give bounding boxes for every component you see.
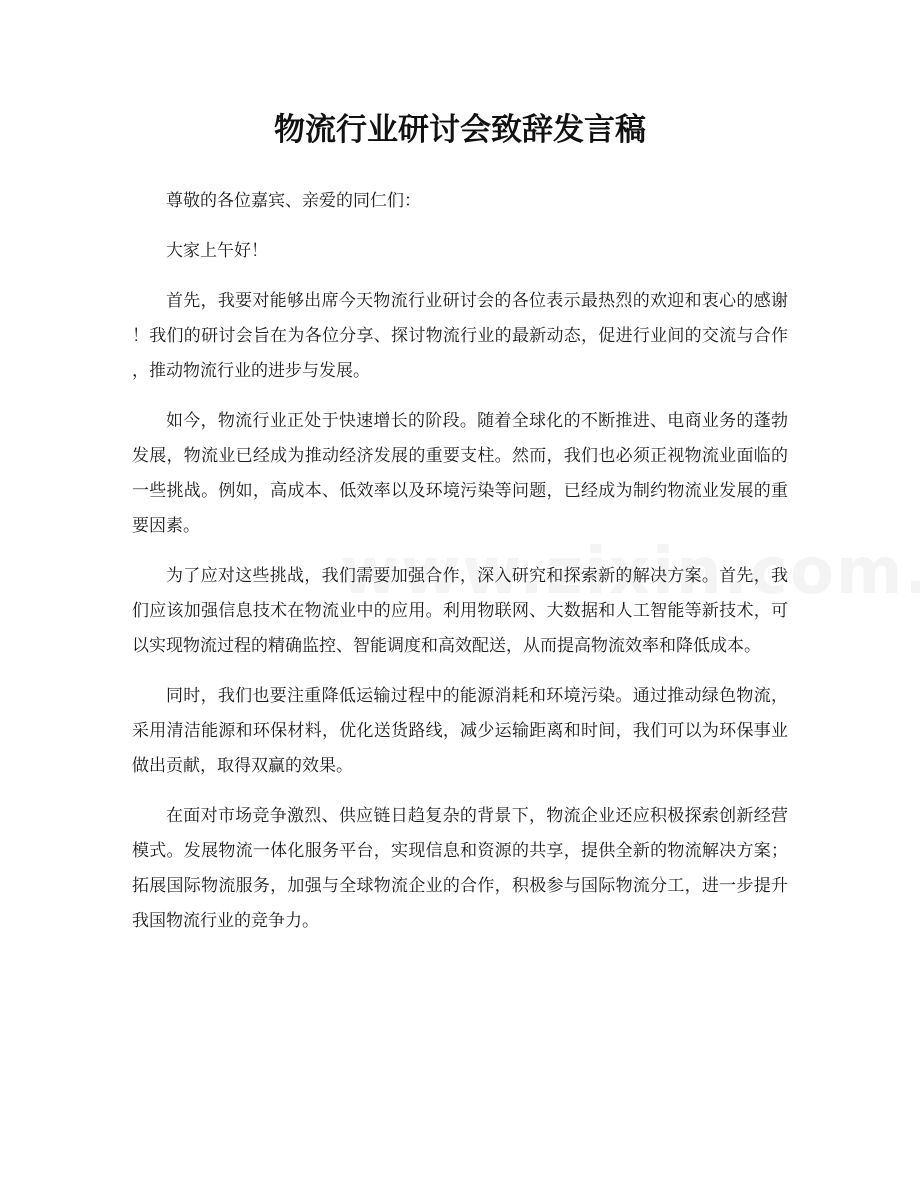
paragraph-innovation: 在面对市场竞争激烈、供应链日趋复杂的背景下，物流企业还应积极探索创新经营模式。发展物流一体化服务平台，实现信息和资源的共享，提供全新的物流解决方案；拓展国际物流服务，加强与全球物流企业的合作，积极参与国际物流分工，进一步提升我国物流行业的竞争力。 [132,806,788,931]
paragraph-solutions: 为了应对这些挑战，我们需要加强合作，深入研究和探索新的解决方案。首先，我们应该加强信息技术在物流业中的应用。利用物联网、大数据和人工智能等新技术，可以实现物流过程的精确监控、智能调度和高效配送，从而提高物流效率和降低成本。 [132,566,788,656]
paragraph-industry-status: 如今，物流行业正处于快速增长的阶段。随着全球化的不断推进、电商业务的蓬勃发展，物流业已经成为推动经济发展的重要支柱。然而，我们也必须正视物流业面临的一些挑战。例如，高成本、低效率以及环境污染等问题，已经成为制约物流业发展的重要因素。 [132,411,788,536]
paragraph-greeting: 大家上午好！ [166,241,268,261]
paragraph-green-logistics: 同时，我们也要注重降低运输过程中的能源消耗和环境污染。通过推动绿色物流，采用清洁能源和环保材料，优化送货路线，减少运输距离和时间，我们可以为环保事业做出贡献，取得双赢的效果。 [132,686,788,776]
paragraph-welcome: 首先，我要对能够出席今天物流行业研讨会的各位表示最热烈的欢迎和衷心的感谢！我们的研讨会旨在为各位分享、探讨物流行业的最新动态，促进行业间的交流与合作，推动物流行业的进步与发展。 [132,291,788,381]
document-body [132,184,788,954]
document-title: 物流行业研讨会致辞发言稿 [274,112,646,148]
paragraph-salutation: 尊敬的各位嘉宾、亲爱的同仁们： [166,191,421,211]
